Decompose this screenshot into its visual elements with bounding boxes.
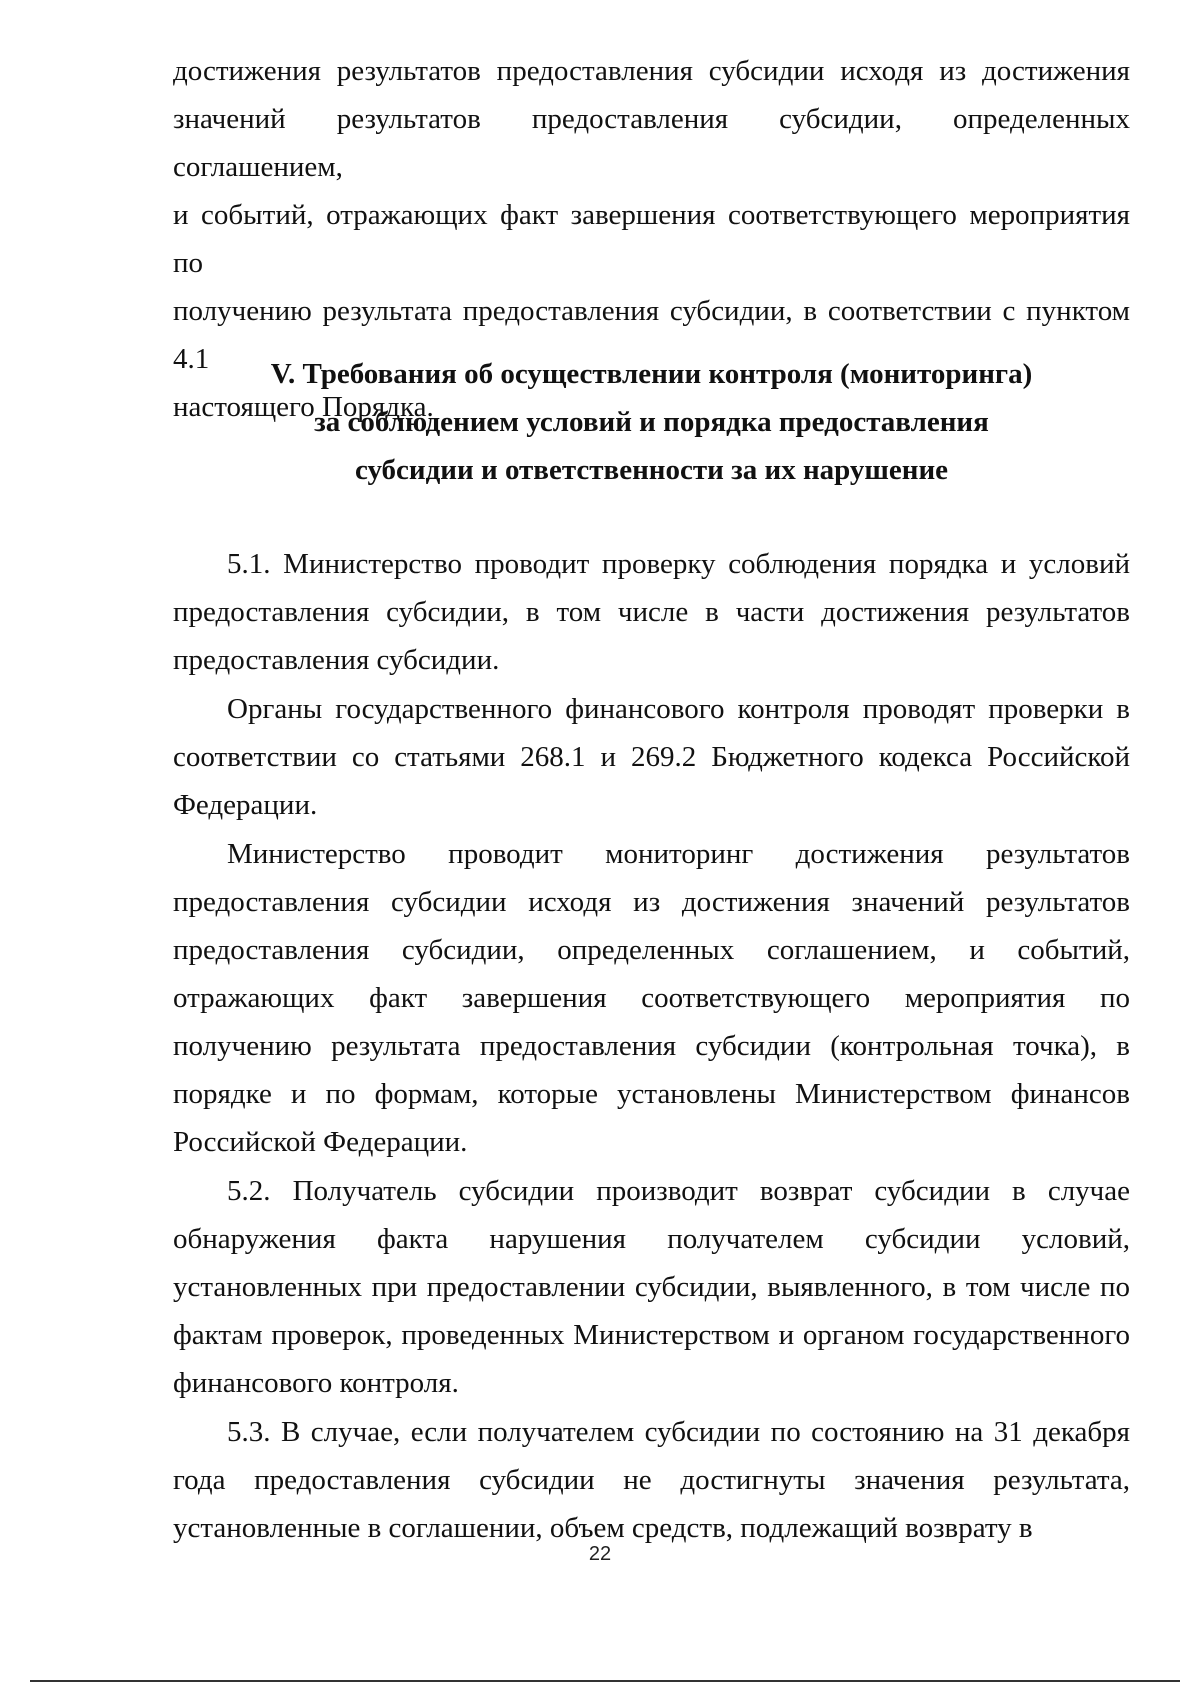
section-heading (173, 350, 1130, 494)
paragraph-5-1: 5.1. Министерство проводит проверку соблюдения порядка и условий предоставления субсидии, в том числе в части достижения результатов предоставления субсидии. (173, 548, 1130, 676)
section-heading-line: V. Требования об осуществлении контроля (мониторинга) (270, 358, 1033, 390)
paragraph-5-3: 5.3. В случае, если получателем субсидии по состоянию на 31 декабря года предоставления субсидии не достигнуты значения результата, установленные в соглашении, объем средств, подлежащий возврату в (173, 1416, 1130, 1544)
paragraph-5-2: 5.2. Получатель субсидии производит возврат субсидии в случае обнаружения факта нарушения получателем субсидии условий, установленных при предоставлении субсидии, выявленного, в том числе по фактам проверок, проведенных Министерством и органом государственного финансового контроля. (173, 1175, 1130, 1399)
paragraph-monitoring: Министерство проводит мониторинг достижения результатов предоставления субсидии исходя из достижения значений результатов предоставления субсидии, определенных соглашением, и событий, отражающих факт завершения соответствующего мероприятия по получению результата предоставления субсидии (контрольная точка), в порядке и по формам, которые установлены Министерством финансов Российской Федерации. (173, 838, 1130, 1158)
section-body (173, 540, 1130, 1552)
bottom-divider (30, 1680, 1180, 1682)
top-paragraph-line: настоящего Порядка. (173, 391, 434, 423)
section-heading-line: за соблюдением условий и порядка предоставления (314, 406, 989, 438)
top-paragraph-line: получению результата предоставления субсидии, в соответствии с пунктом 4.1 (173, 295, 1130, 375)
top-paragraph-line: значений результатов предоставления субсидии, определенных соглашением, (173, 103, 1130, 183)
section-heading-line: субсидии и ответственности за их нарушение (354, 454, 949, 486)
top-paragraph-line: и событий, отражающих факт завершения соответствующего мероприятия по (173, 199, 1130, 279)
page-number: 22 (588, 1543, 612, 1565)
top-paragraph-line: достижения результатов предоставления субсидии исходя из достижения (173, 55, 1130, 87)
paragraph-financial-control: Органы государственного финансового контроля проводят проверки в соответствии со статьями 268.1 и 269.2 Бюджетного кодекса Российской Федерации. (173, 693, 1130, 821)
